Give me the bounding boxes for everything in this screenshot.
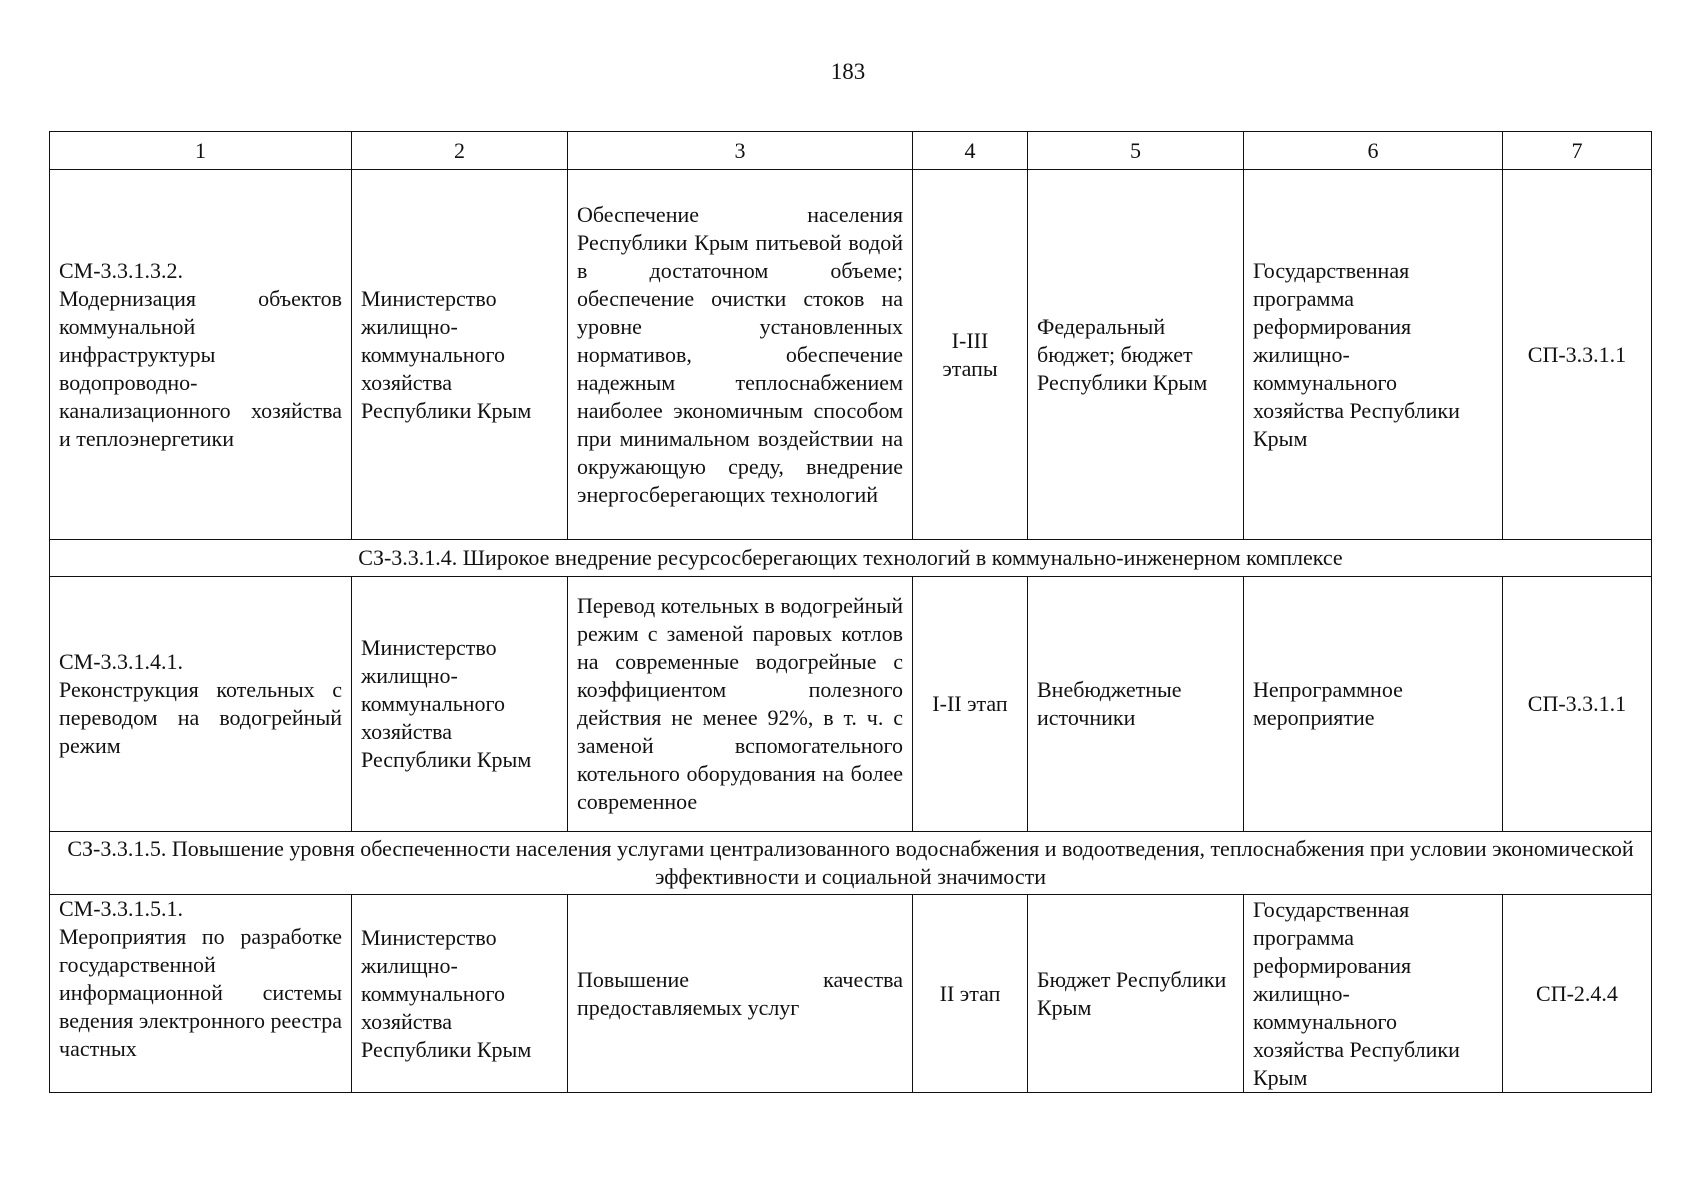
section-heading: СЗ-3.3.1.4. Широкое внедрение ресурсосберегающих технологий в коммунально-инженерном комплексе: [50, 540, 1652, 577]
funding-cell: Внебюджетные источники: [1028, 577, 1244, 832]
result-cell: Перевод котельных в водогрейный режим с заменой паровых котлов на современные водогрейные с коэффициентом полезного действия не менее 92%, в т. ч. с заменой вспомогательного котельного оборудования на более современное: [568, 577, 913, 832]
stage-cell: I-III этапы: [913, 170, 1028, 540]
program-cell: Непрограммное мероприятие: [1244, 577, 1503, 832]
header-cell: 7: [1503, 132, 1652, 170]
section-row: [50, 540, 1652, 577]
measure-code: СМ-3.3.1.3.2.: [59, 257, 184, 283]
executor-cell: Министерство жилищно-коммунального хозяйства Республики Крым: [352, 170, 568, 540]
table-row: [50, 170, 1652, 540]
measure-code: СМ-3.3.1.4.1.: [59, 649, 184, 674]
measure-cell: [50, 577, 352, 832]
table-header-row: [50, 132, 1652, 170]
header-cell: 5: [1028, 132, 1244, 170]
header-cell: 4: [913, 132, 1028, 170]
header-cell: 6: [1244, 132, 1503, 170]
section-heading: СЗ-3.3.1.5. Повышение уровня обеспеченности населения услугами централизованного водоснабжения и водоотведения, теплоснабжения при условии экономической эффективности и социальной значимости: [50, 832, 1652, 895]
page-number: 183: [830, 59, 866, 84]
measure-name: Реконструкция котельных с переводом на водогрейный режим: [59, 677, 342, 758]
funding-cell: Бюджет Республики Крым: [1028, 895, 1244, 1093]
measures-table: [49, 131, 1652, 1093]
section-row: [50, 832, 1652, 895]
reference-cell: СП-3.3.1.1: [1503, 170, 1652, 540]
measure-cell: [50, 170, 352, 540]
program-cell: Государственная программа реформирования жилищно-коммунального хозяйства Республики Крым: [1244, 170, 1503, 540]
measure-cell: [50, 895, 352, 1093]
measure-name: Модернизация объектов коммунальной инфраструктуры водопроводно-канализационного хозяйства и теплоэнергетики: [59, 285, 342, 451]
result-cell: Повышение качества предоставляемых услуг: [568, 895, 913, 1093]
program-cell: Государственная программа реформирования жилищно-коммунального хозяйства Республики Крым: [1244, 895, 1503, 1093]
measure-code: СМ-3.3.1.5.1.: [59, 896, 184, 921]
result-cell: Обеспечение населения Республики Крым питьевой водой в достаточном объеме; обеспечение очистки стоков на уровне установленных нормативов, обеспечение надежным теплоснабжением наиболее экономичным способом при минимальном воздействии на окружающую среду, внедрение энергосберегающих технологий: [568, 170, 913, 540]
reference-cell: СП-2.4.4: [1503, 895, 1652, 1093]
header-cell: 2: [352, 132, 568, 170]
stage-cell: I-II этап: [913, 577, 1028, 832]
executor-cell: Министерство жилищно-коммунального хозяйства Республики Крым: [352, 577, 568, 832]
table-row: [50, 577, 1652, 832]
table-row: [50, 895, 1652, 1093]
reference-cell: СП-3.3.1.1: [1503, 577, 1652, 832]
header-cell: 3: [568, 132, 913, 170]
executor-cell: Министерство жилищно-коммунального хозяйства Республики Крым: [352, 895, 568, 1093]
funding-cell: Федеральный бюджет; бюджет Республики Крым: [1028, 170, 1244, 540]
measure-name: Мероприятия по разработке государственной информационной системы ведения электронного реестра частных: [59, 924, 342, 1061]
header-cell: 1: [50, 132, 352, 170]
stage-cell: II этап: [913, 895, 1028, 1093]
